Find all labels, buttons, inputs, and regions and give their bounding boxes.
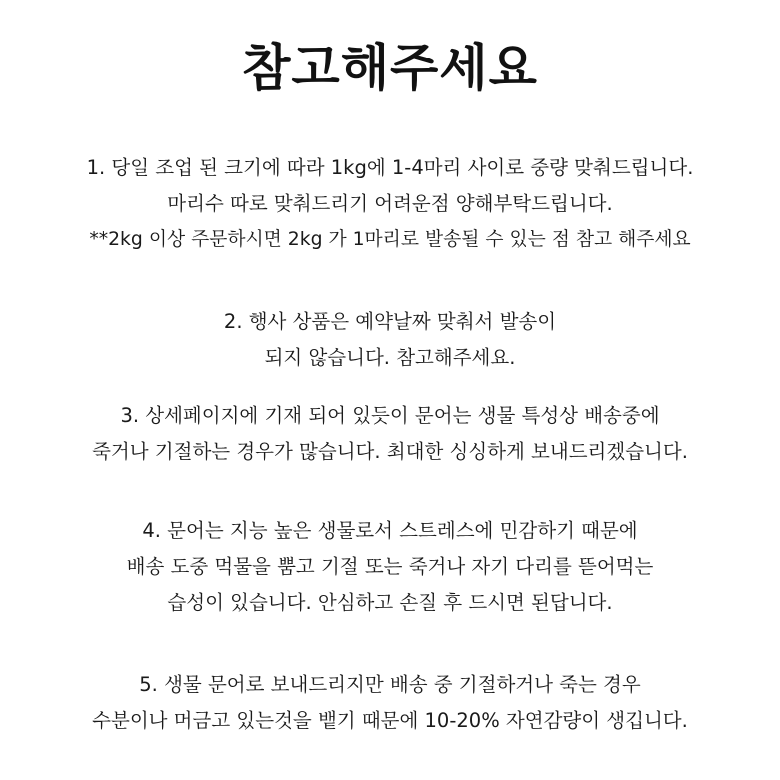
notice-line: **2kg 이상 주문하시면 2kg 가 1마리로 발송될 수 있는 점 참고 해주세요 (89, 229, 691, 250)
notice-line: 3. 상세페이지에 기재 되어 있듯이 문어는 생물 특성상 배송중에 (120, 404, 660, 427)
notice-item-3 (0, 398, 780, 470)
notice-line: 죽거나 기절하는 경우가 많습니다. 최대한 싱싱하게 보내드리겠습니다. (92, 440, 688, 463)
notice-item-4 (0, 513, 780, 621)
notice-line: 배송 도중 먹물을 뿜고 기절 또는 죽거나 자기 다리를 뜯어먹는 (126, 555, 654, 578)
notice-line: 수분이나 머금고 있는것을 뱉기 때문에 10-20% 자연감량이 생깁니다. (92, 709, 688, 732)
page-title: 참고해주세요 (242, 38, 538, 97)
notice-item-1 (0, 150, 780, 258)
notice-line: 마리수 따로 맞춰드리기 어려운점 양해부탁드립니다. (167, 192, 613, 215)
notice-item-2 (0, 304, 780, 376)
notice-line: 5. 생물 문어로 보내드리지만 배송 중 기절하거나 죽는 경우 (139, 673, 641, 696)
notice-line: 되지 않습니다. 참고해주세요. (264, 346, 516, 369)
notice-line: 1. 당일 조업 된 크기에 따라 1kg에 1-4마리 사이로 중량 맞춰드립니다. (86, 156, 694, 179)
notice-line: 4. 문어는 지능 높은 생물로서 스트레스에 민감하기 때문에 (142, 519, 638, 542)
notice-line: 2. 행사 상품은 예약날짜 맞춰서 발송이 (223, 310, 557, 333)
notice-item-5 (0, 667, 780, 739)
notice-line: 습성이 있습니다. 안심하고 손질 후 드시면 된답니다. (167, 591, 613, 614)
